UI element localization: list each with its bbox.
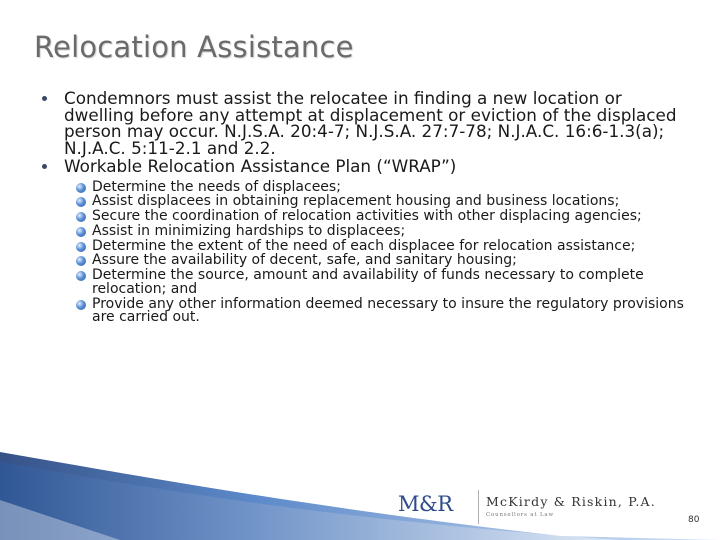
bullet-list — [64, 90, 684, 327]
firm-tagline: Counsellors at Law — [486, 512, 554, 518]
bullet-item — [64, 158, 684, 325]
sub-bullet-item — [92, 222, 684, 239]
circle-bullet-icon — [76, 227, 86, 237]
sub-bullet-text: Assist in minimizing hardships to displacees; — [92, 222, 406, 239]
sub-bullet-text: Assist displacees in obtaining replacement housing and business locations; — [92, 193, 620, 210]
circle-bullet-icon — [76, 242, 86, 252]
sub-bullet-item — [92, 237, 684, 254]
bullet-dot-icon — [42, 96, 47, 101]
sub-bullet-item — [92, 210, 684, 224]
sub-bullet-text: Determine the extent of the need of each displacee for relocation assistance; — [92, 237, 636, 254]
sub-bullet-item — [92, 269, 684, 296]
circle-bullet-icon — [76, 197, 86, 207]
sub-bullet-text: Determine the source, amount and availability of funds necessary to complete relocation; and — [92, 267, 644, 297]
circle-bullet-icon — [76, 271, 86, 281]
sub-bullet-text: Secure the coordination of relocation activities with other displacing agencies; — [92, 208, 642, 225]
sub-bullet-item — [92, 295, 684, 326]
sub-bullet-text: Provide any other information deemed necessary to insure the regulatory provisions are carried out. — [92, 295, 684, 326]
sub-bullet-item — [92, 254, 684, 268]
circle-bullet-icon — [76, 256, 86, 266]
bullet-text: Workable Relocation Assistance Plan (“WRAP”) — [64, 156, 457, 176]
firm-name: McKirdy & Riskin, P.A. — [486, 494, 656, 509]
page-number: 80 — [688, 515, 700, 525]
circle-bullet-icon — [76, 183, 86, 193]
slide-title: Relocation Assistance — [34, 30, 354, 64]
circle-bullet-icon — [76, 212, 86, 222]
bullet-item — [64, 90, 684, 156]
sub-bullet-item — [92, 178, 684, 195]
bullet-dot-icon — [42, 164, 47, 169]
bullet-text: Condemnors must assist the relocatee in finding a new location or dwelling before any attempt at displacement or eviction of the displaced person may occur. N.J.S.A. 20:4-7; N.J.S.A. 27:7-78; N.J.A.C. 16:6-1.3(a); N.J.A.C. 5:11-2.1 and 2.2. — [64, 88, 677, 158]
sub-bullet-text: Determine the needs of displacees; — [92, 178, 341, 195]
circle-bullet-icon — [76, 300, 86, 310]
logo-divider — [478, 490, 479, 524]
sub-bullet-text: Assure the availability of decent, safe, and sanitary housing; — [92, 252, 517, 269]
logo-monogram: M&R — [398, 492, 453, 516]
sub-bullet-item — [92, 195, 684, 209]
firm-logo — [398, 488, 668, 528]
sub-bullet-list — [92, 178, 684, 326]
